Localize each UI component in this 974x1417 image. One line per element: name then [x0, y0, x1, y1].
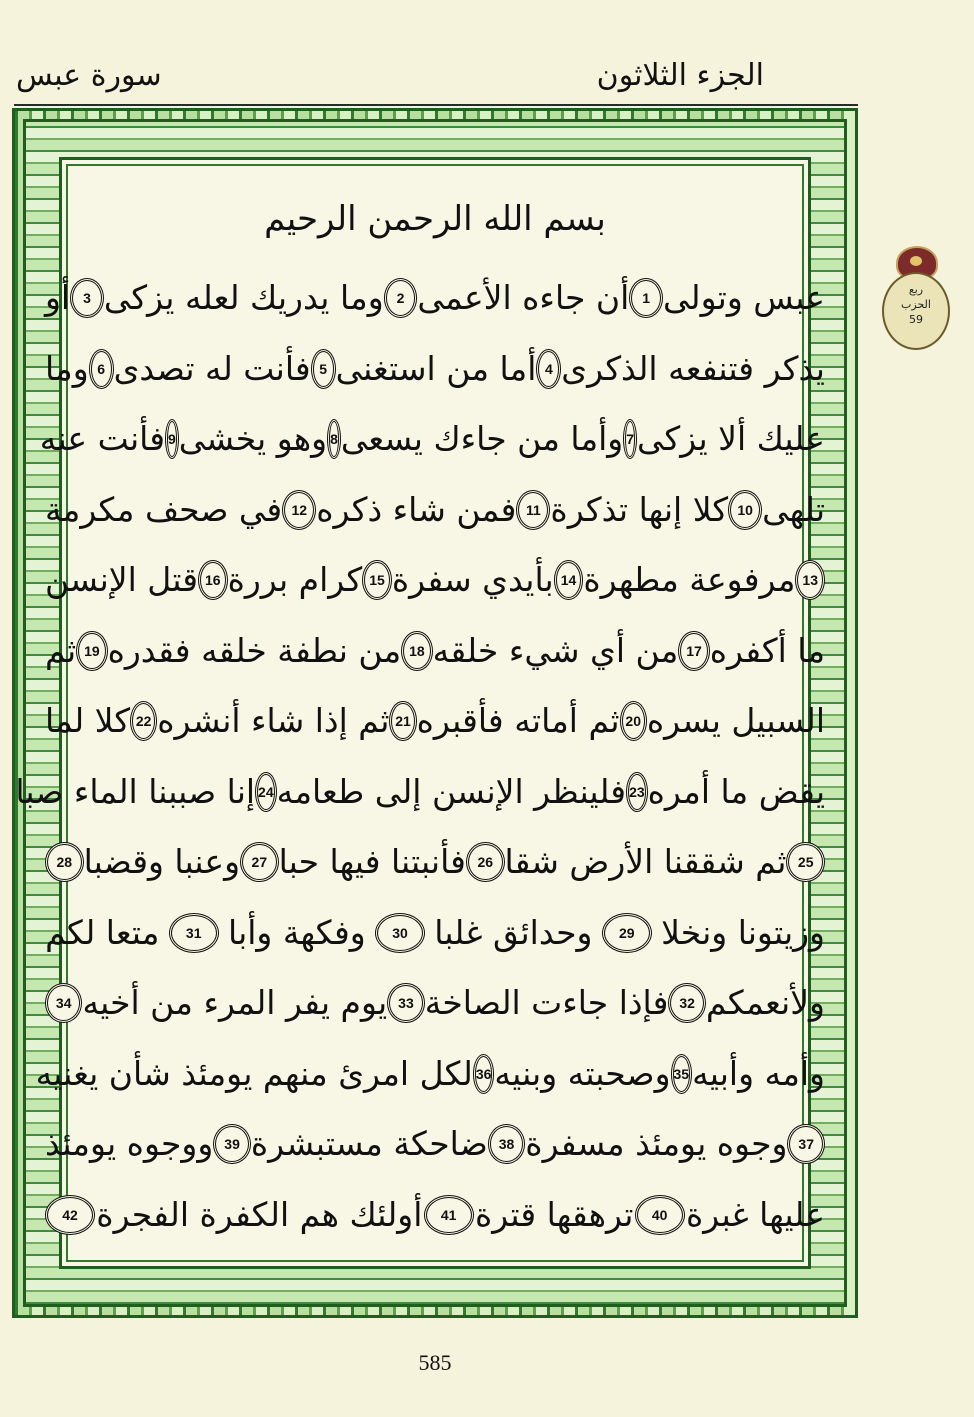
ayah-number-marker: 34	[45, 983, 82, 1023]
verse-text: من نطفة خلقه فقدره	[107, 630, 402, 670]
verse-line	[45, 475, 825, 546]
verse-text: كلا لما	[44, 701, 131, 741]
verse-text: كلا إنها تذكرة	[550, 489, 729, 529]
ayah-number-marker: 23	[626, 772, 648, 812]
ayah-number-marker: 18	[401, 631, 432, 671]
verse-text: كرام بررة	[227, 560, 363, 600]
ayah-number-marker: 40	[635, 1195, 685, 1235]
verse-line	[45, 263, 825, 334]
verse-line	[39, 404, 825, 475]
verse-text: يقض ما أمره	[647, 771, 825, 811]
ayah-number-marker: 10	[728, 490, 762, 530]
verse-text: فأنبتنا فيها حبا	[278, 842, 466, 882]
verse-line	[45, 898, 825, 969]
ayah-number-marker: 30	[375, 913, 425, 953]
verse-text: أما من استغنى	[335, 348, 537, 388]
ayah-number-marker: 38	[488, 1124, 526, 1164]
ayah-number-marker: 3	[70, 278, 104, 318]
verse-text: وفكهة وأبا	[228, 912, 366, 952]
ayah-number-marker: 28	[45, 842, 84, 882]
ayah-number-marker: 1	[629, 278, 663, 318]
ayah-number-marker: 26	[466, 842, 505, 882]
verse-text: وأما من جاءك يسعى	[340, 419, 624, 459]
verse-text: تلهى	[762, 489, 825, 529]
verse-text: إنا صببنا الماء صبا	[15, 771, 256, 811]
verse-text: فأنت عنه	[39, 419, 165, 459]
ayah-number-marker: 27	[240, 842, 279, 882]
ayah-number-marker: 19	[76, 631, 107, 671]
ayah-number-marker: 15	[362, 560, 392, 600]
hizb-medallion	[882, 272, 950, 350]
ayah-number-marker: 6	[89, 349, 114, 389]
ayah-number-marker: 36	[473, 1054, 495, 1094]
verse-text: وزيتونا ونخلا	[661, 912, 825, 952]
verse-line	[45, 1180, 825, 1251]
ayah-number-marker: 29	[602, 913, 652, 953]
verse-text: بأيدي سفرة	[391, 560, 554, 600]
ayah-number-marker: 24	[255, 772, 277, 812]
verse-text: وحدائق غلبا	[434, 912, 593, 952]
verse-line	[45, 827, 825, 898]
verse-text: وعنبا وقضبا	[83, 842, 241, 882]
basmala: بسم الله الرحمن الرحيم	[264, 199, 606, 239]
verse-line	[45, 334, 825, 405]
ayah-number-marker: 35	[671, 1054, 693, 1094]
verse-text: في صحف مكرمة	[44, 489, 283, 529]
verse-text: السبيل يسره	[646, 701, 825, 741]
verse-text: عبس وتولى	[663, 278, 825, 318]
ayah-number-marker: 21	[389, 701, 416, 741]
verse-text: وهو يخشى	[178, 419, 328, 459]
verse-text: وجوه يومئذ مسفرة	[525, 1124, 788, 1164]
page-number: 585	[418, 1350, 452, 1375]
hizb-number: 59	[909, 313, 923, 326]
decorative-border	[12, 108, 858, 1318]
hizb-quarter-label: ربع	[908, 283, 924, 296]
ayah-number-marker: 17	[678, 631, 709, 671]
verse-line	[45, 616, 825, 687]
verse-text: يذكر فتنفعه الذكرى	[561, 348, 825, 388]
verse-text: وما يدريك لعله يزكى	[103, 278, 384, 318]
verse-text: أولئك هم الكفرة الفجرة	[96, 1194, 423, 1234]
ayah-number-marker: 33	[387, 983, 424, 1023]
ayah-number-marker: 31	[169, 913, 219, 953]
verse-text: من أي شيء خلقه	[432, 630, 679, 670]
verse-text: فمن شاء ذكره	[316, 489, 517, 529]
verse-text: فأنت له تصدى	[113, 348, 311, 388]
verse-text: ولأنعمكم	[705, 983, 825, 1023]
verse-line	[45, 1109, 825, 1180]
verse-text: ثم	[44, 630, 77, 670]
verse-text: ما أكفره	[709, 630, 825, 670]
hizb-marker	[876, 242, 954, 352]
verse-line	[45, 686, 825, 757]
verse-text: متعا لكم	[45, 912, 160, 952]
verse-text: ثم شققنا الأرض شقا	[504, 842, 787, 882]
ayah-number-marker: 41	[424, 1195, 474, 1235]
verse-text: عليها غبرة	[685, 1194, 825, 1234]
ayah-number-marker: 13	[795, 560, 825, 600]
ayah-number-marker: 4	[536, 349, 561, 389]
ayah-number-marker: 12	[282, 490, 316, 530]
verse-line	[45, 545, 825, 616]
ayah-number-marker: 5	[311, 349, 336, 389]
juz-label: الجزء الثلاثون	[596, 58, 764, 93]
verse-text: أو	[45, 278, 71, 318]
ayah-number-marker: 37	[787, 1124, 825, 1164]
verse-text: يوم يفر المرء من أخيه	[82, 983, 388, 1023]
verse-text: ضاحكة مستبشرة	[250, 1124, 488, 1164]
verse-line	[35, 1039, 825, 1110]
verse-text: وأمه وأبيه	[692, 1053, 825, 1093]
ayah-number-marker: 39	[213, 1124, 251, 1164]
page-header	[0, 58, 974, 108]
ayah-number-marker: 7	[623, 419, 637, 459]
verse-text: مرفوعة مطهرة	[583, 560, 796, 600]
ayah-number-marker: 2	[384, 278, 418, 318]
ayah-number-marker: 22	[130, 701, 157, 741]
hizb-label: الحزب	[901, 298, 931, 311]
header-rule	[14, 104, 858, 106]
verse-text: عليك ألا يزكى	[637, 419, 825, 459]
verse-text: ترهقها قترة	[474, 1194, 634, 1234]
verse-text: ثم إذا شاء أنشره	[157, 701, 390, 741]
verse-text: وصحبته وبنيه	[494, 1053, 671, 1093]
verse-line	[15, 757, 825, 828]
surah-name-label: سورة عبس	[16, 58, 162, 93]
ayah-number-marker: 9	[165, 419, 179, 459]
ayah-number-marker: 32	[668, 983, 705, 1023]
verse-line	[45, 968, 825, 1039]
ayah-number-marker: 8	[327, 419, 341, 459]
ayah-number-marker: 25	[786, 842, 825, 882]
verse-text: قتل الإنسن	[45, 560, 198, 600]
verse-text: لكل امرئ منهم يومئذ شأن يغنيه	[35, 1053, 473, 1093]
ayah-number-marker: 11	[516, 490, 550, 530]
verse-text: فإذا جاءت الصاخة	[424, 983, 669, 1023]
verse-text: ثم أماته فأقبره	[416, 701, 620, 741]
ayah-number-marker: 16	[198, 560, 228, 600]
ayah-number-marker: 20	[620, 701, 647, 741]
ayah-number-marker: 42	[45, 1195, 95, 1235]
ayah-number-marker: 14	[554, 560, 584, 600]
verse-text: فلينظر الإنسن إلى طعامه	[276, 771, 627, 811]
verse-text: أن جاءه الأعمى	[417, 278, 630, 318]
verse-text: وما	[45, 348, 89, 388]
verse-text: ووجوه يومئذ	[45, 1124, 214, 1164]
verse-lines	[15, 263, 825, 1250]
